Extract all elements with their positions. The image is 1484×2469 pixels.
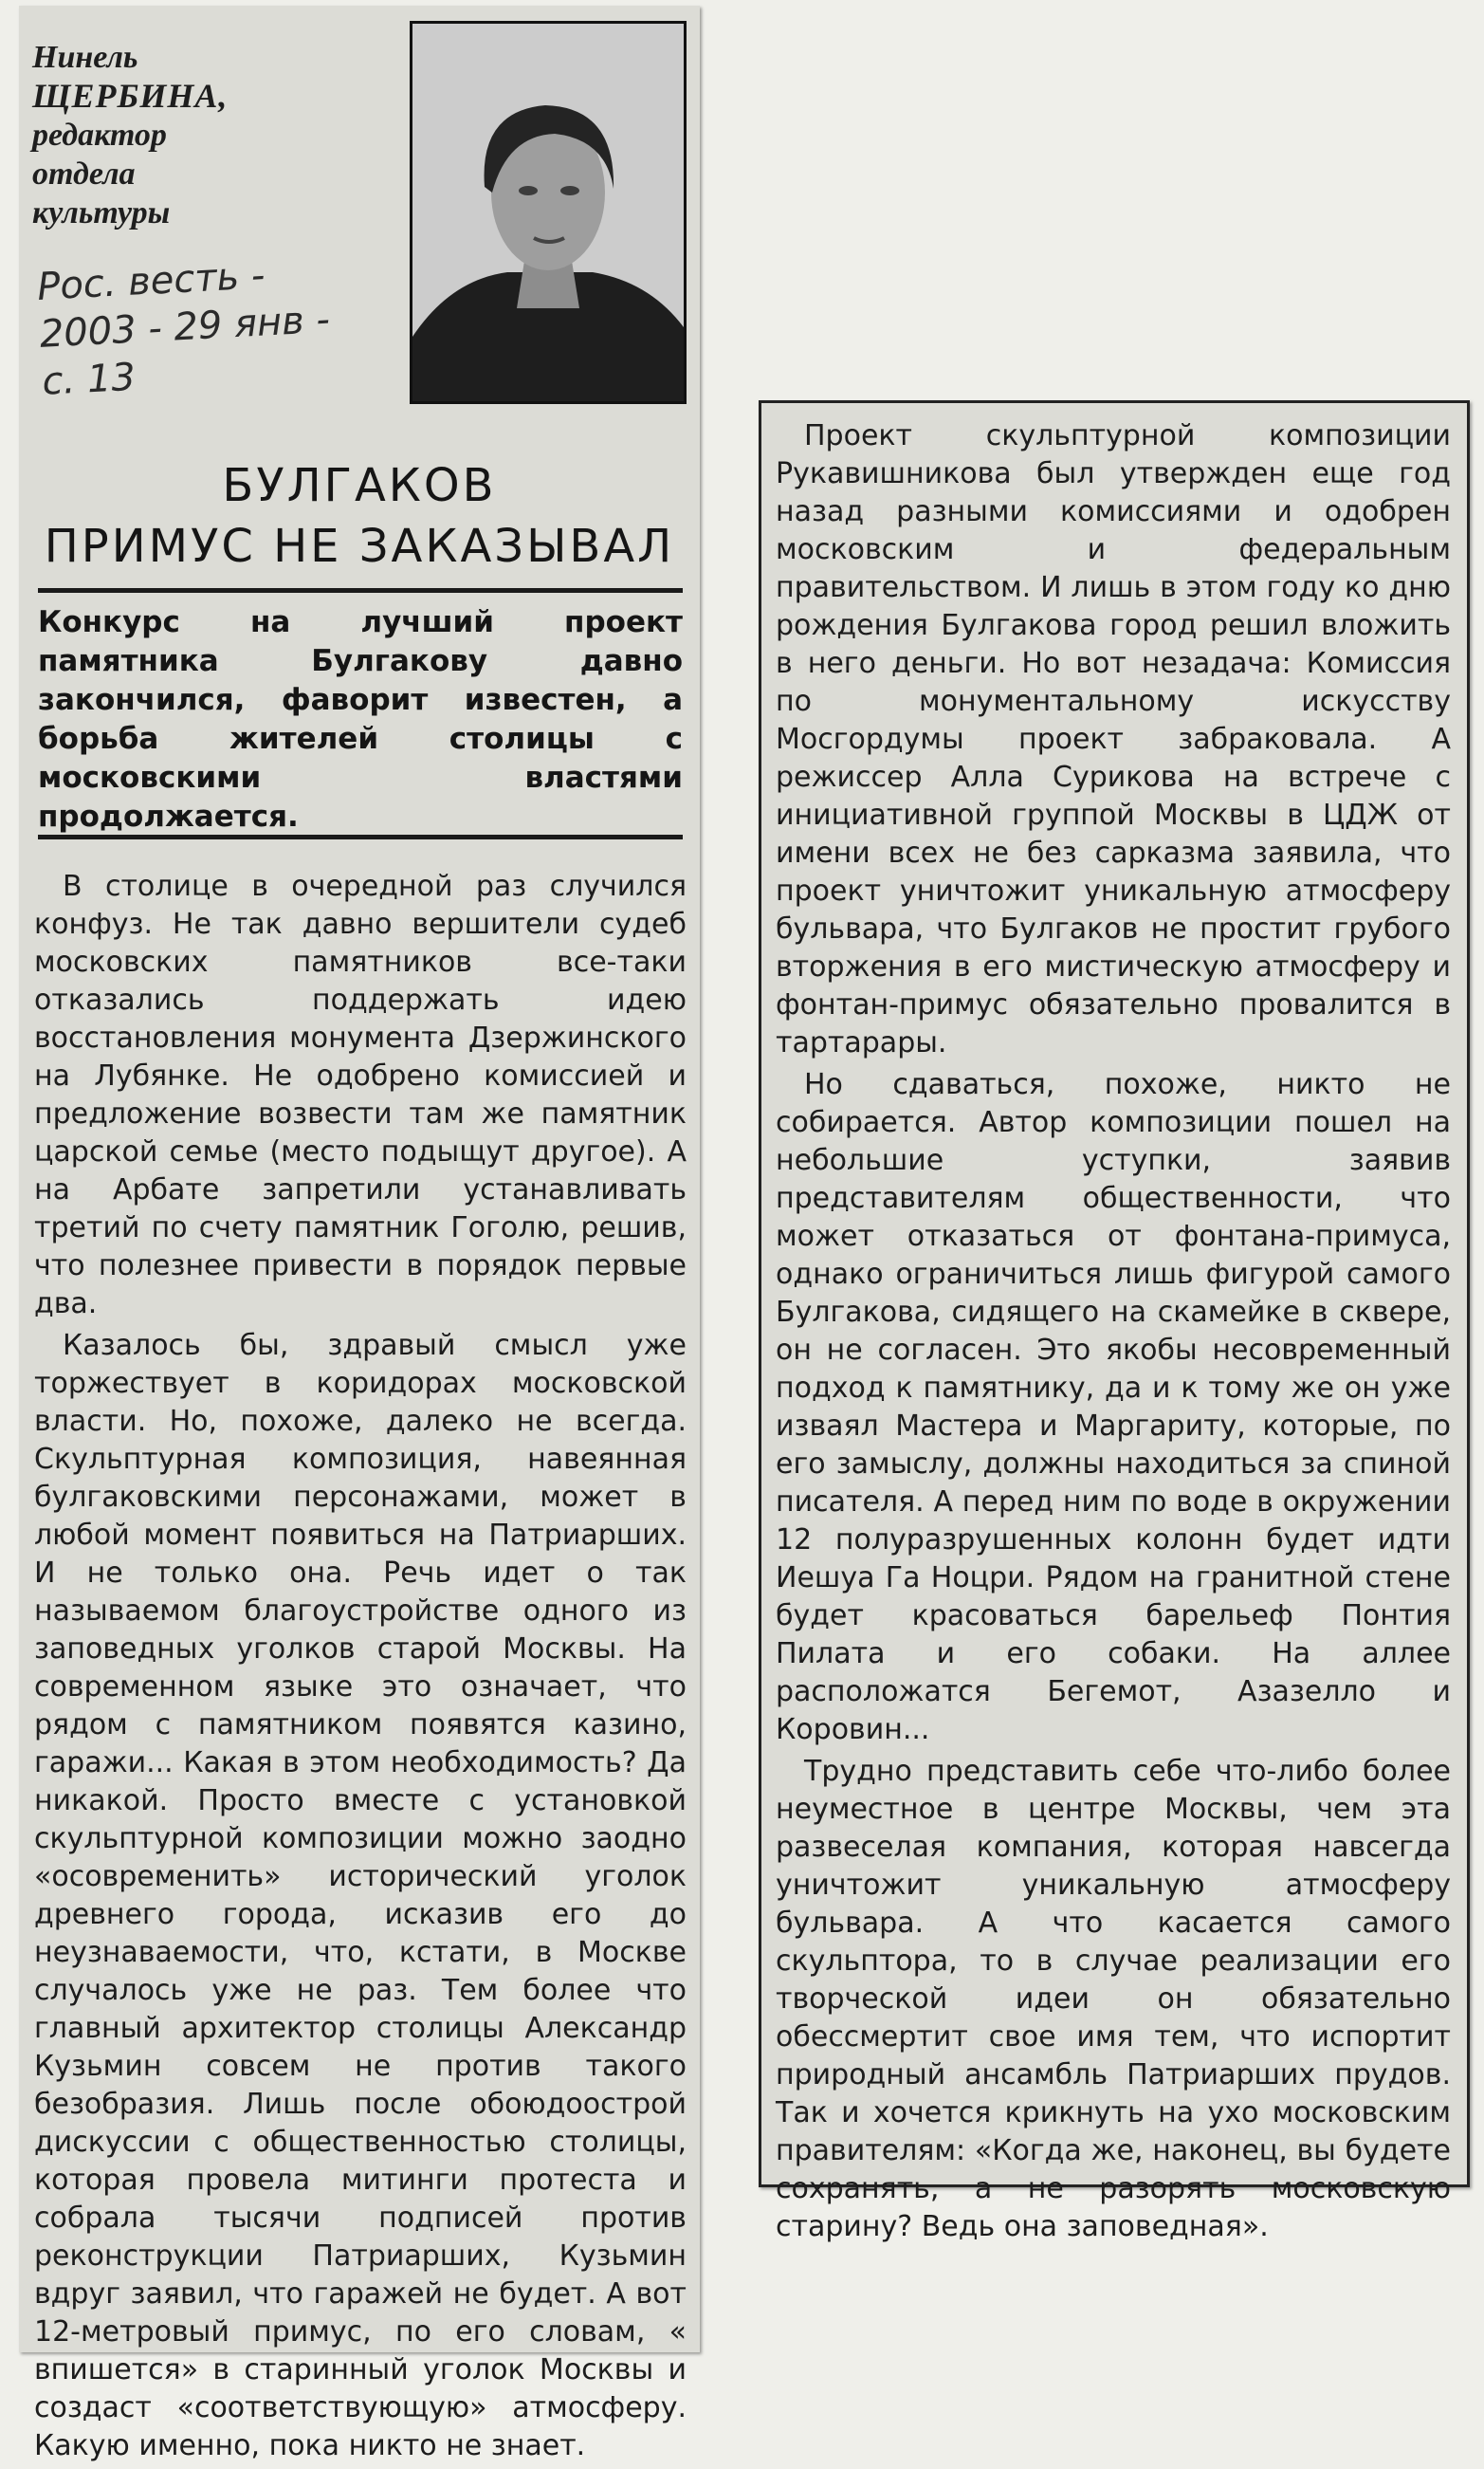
paragraph: В столице в очередной раз случился конфуз. Не так давно вершители судеб московских памятников все-таки отказались поддержать идею восстановления монумента Дзержинского на Лубянке. Не одобрено комиссией и предложение возвести там же памятник царской семье (место подыщут другое). А на Арбате запретили устанавливать третий по счету памятник Гоголю, решив, что полезнее привести в порядок первые два.: [34, 870, 687, 1320]
author-position-line: отдела: [32, 157, 136, 192]
headline-line: БУЛГАКОВ: [222, 459, 497, 512]
headline-line: ПРИМУС НЕ ЗАКАЗЫВАЛ: [44, 520, 675, 573]
lead-rule-top: [38, 588, 683, 593]
paragraph: Проект скульптурной композиции Рукавишникова был утвержден еще год назад разными комиссиями и одобрен московским и федеральным правительством. И лишь в этом году ко дню рождения Булгакова город решил вложить в него деньги. Но вот незадача: Комиссия по монументальному искусству Мосгордумы проект забраковала. А режиссер Алла Сурикова на встрече с инициативной группой Москвы в ЦДЖ от имени всех не без сарказма заявила, что проект уничтожит уникальную атмосферу бульвара, что Булгаков не простит грубого вторжения в его мистическую атмосферу и фонтан-примус обязательно провалится в тартарары.: [776, 419, 1451, 1059]
author-first-name: Нинель: [32, 40, 138, 75]
author-photo: [410, 21, 687, 404]
paragraph: Трудно представить себе что-либо более неуместное в центре Москвы, чем эта развеселая компания, которая навсегда уничтожит уникальную атмосферу бульвара. А что касается самого скульптора, то в случае реализации его творческой идеи он обязательно обессмертит свое имя тем, что испортит природный ансамбль Патриарших прудов. Так и хочется крикнуть на ухо московским правителям: «Когда же, наконец, вы будете сохранять, а не разорять московскую старину? Ведь она заповедная».: [776, 1755, 1451, 2243]
lead-paragraph: Конкурс на лучший проект памятника Булгакову давно закончился, фаворит известен, а борьба жителей столицы с московскими властями продолжается.: [38, 605, 683, 834]
author-position-line: редактор: [32, 118, 167, 153]
byline: [32, 38, 241, 232]
author-surname: ЩЕРБИНА,: [32, 77, 229, 115]
headline: [19, 455, 700, 577]
portrait-image: [412, 24, 684, 401]
author-position-line: культуры: [32, 195, 171, 230]
paragraph: Казалось бы, здравый смысл уже торжествует в коридорах московской власти. Но, похоже, далеко не всегда. Скульптурная композиция, навеянная булгаковскими персонажами, может в любой момент появиться на Патриарших. И не только она. Речь идет о так называемом благоустройстве одного из заповедных уголков старой Москвы. На современном языке это означает, что рядом с памятником появятся казино, гаражи... Какая в этом необходимость? Да никакой. Просто вместе с установкой скульптурной композиции можно заодно «осовременить» исторический уголок древнего города, исказив его до неузнаваемости, что, кстати, в Москве случалось уже не раз. Тем более что главный архитектор столицы Александр Кузьмин совсем не против такого безобразия. Лишь после обоюдоострой дискуссии с общественностью столицы, которая провела митинги протеста и собрала тысячи подписей против реконструкции Патриарших, Кузьмин вдруг заявил, что гаражей не будет. А вот 12-метровый примус, по его словам, « впишется» в старинный уголок Москвы и создаст «соответствующую» атмосферу. Какую именно, пока никто не знает.: [34, 1329, 687, 2462]
lead-rule-bottom: [38, 835, 683, 839]
paragraph: Но сдаваться, похоже, никто не собирается. Автор композиции пошел на небольшие уступки, заявив представителям общественности, что может отказаться от фонтана-примуса, однако ограничиться лишь фигурой самого Булгакова, сидящего на скамейке в сквере, он не согласен. Это якобы несовременный подход к памятнику, да и к тому же он уже изваял Мастера и Маргариту, которые, по его замыслу, должны находиться за спиной писателя. А перед ним по воде в окружении 12 полуразрушенных колонн будет идти Иешуа Га Ноцри. Рядом на гранитной стене будет красоваться барельеф Понтия Пилата и его собаки. На аллее расположатся Бегемот, Азазелло и Коровин...: [776, 1068, 1451, 1746]
left-column: [34, 868, 687, 2469]
handwritten-note: Рос. весть - 2003 - 29 янв - с. 13: [36, 253, 331, 404]
right-column: [776, 417, 1451, 2250]
